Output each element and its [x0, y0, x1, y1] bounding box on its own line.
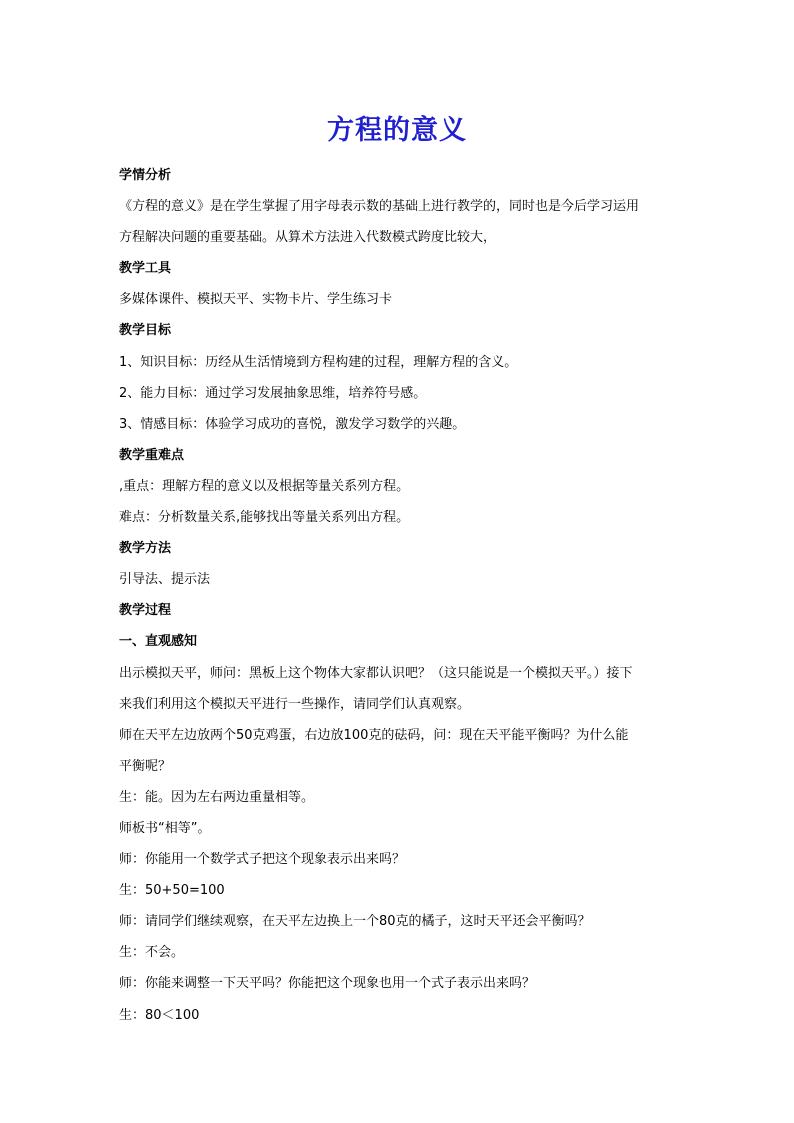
body-text-line: 2、能力目标：通过学习发展抽象思维，培养符号感。: [119, 385, 427, 401]
body-text-line: 师：你能用一个数学式子把这个现象表示出来吗？: [119, 852, 406, 868]
section-heading: 教学过程: [119, 603, 172, 619]
body-text-line: 难点：分析数量关系,能够找出等量关系列出方程。: [119, 510, 410, 526]
section-heading: 教学工具: [119, 261, 172, 277]
body-text-line: 生：50+50=100: [119, 883, 225, 899]
body-text-line: 平衡呢？: [119, 758, 172, 774]
section-heading: 教学目标: [119, 323, 172, 339]
body-text-line: 师：请同学们继续观察，在天平左边换上一个80克的橘子，这时天平还会平衡吗？: [119, 914, 591, 930]
body-text-line: 师板书“相等”。: [119, 820, 211, 836]
body-text-line: 来我们利用这个模拟天平进行一些操作，请同学们认真观察。: [119, 696, 471, 712]
body-text-line: 多媒体课件、模拟天平、实物卡片、学生练习卡: [119, 292, 393, 308]
section-heading: 教学方法: [119, 541, 172, 557]
body-text-line: 师：你能来调整一下天平吗？你能把这个现象也用一个式子表示出来吗？: [119, 976, 536, 992]
body-text-line: 1、知识目标：历经从生活情境到方程构建的过程，理解方程的含义。: [119, 354, 518, 370]
section-heading: 学情分析: [119, 168, 172, 183]
body-text-line: 生：80＜100: [119, 1007, 200, 1023]
document-title: 方程的意义: [327, 115, 467, 146]
body-text-line: 出示模拟天平，师问：黑板上这个物体大家都认识吧？（这只能说是一个模拟天平。）接下: [119, 665, 633, 681]
body-text-line: 引导法、提示法: [119, 572, 211, 588]
body-text-line: 方程解决问题的重要基础。从算术方法进入代数模式跨度比较大，: [119, 230, 497, 246]
body-text-line: 生：不会。: [119, 945, 185, 961]
section-heading: 一、直观感知: [119, 634, 198, 650]
body-text-line: 《方程的意义》是在学生掌握了用字母表示数的基础上进行教学的，同时也是今后学习运用: [119, 199, 640, 215]
body-text-line: ,重点：理解方程的意义以及根据等量关系列方程。: [119, 478, 410, 494]
body-text-line: 师在天平左边放两个50克鸡蛋，右边放100克的砝码，问：现在天平能平衡吗？为什么能: [119, 727, 629, 743]
body-text-line: 生：能。因为左右两边重量相等。: [119, 789, 315, 805]
section-heading: 教学重难点: [119, 447, 185, 463]
document-body: [119, 160, 679, 1031]
body-text-line: 3、情感目标：体验学习成功的喜悦，激发学习数学的兴趣。: [119, 416, 466, 432]
